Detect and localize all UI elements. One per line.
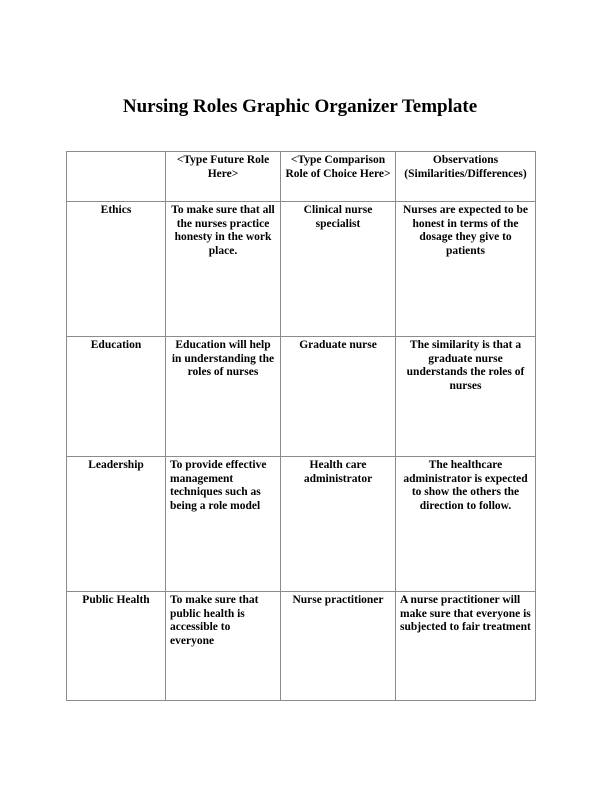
cell-comparison-role-ethics: Clinical nurse specialist <box>281 202 396 337</box>
cell-future-role-education: Education will help in understanding the roles of nurses <box>166 337 281 457</box>
row-label-education: Education <box>67 337 166 457</box>
cell-comparison-role-education: Graduate nurse <box>281 337 396 457</box>
table-row-leadership <box>67 457 536 592</box>
row-label-leadership: Leadership <box>67 457 166 592</box>
cell-comparison-role-leadership: Health care administrator <box>281 457 396 592</box>
cell-observations-ethics: Nurses are expected to be honest in terms of the dosage they give to patients <box>396 202 536 337</box>
cell-observations-education: The similarity is that a graduate nurse understands the roles of nurses <box>396 337 536 457</box>
table-row-education <box>67 337 536 457</box>
graphic-organizer-table <box>66 151 536 701</box>
cell-observations-public-health: A nurse practitioner will make sure that everyone is subjected to fair treatment <box>396 592 536 701</box>
page-title: Nursing Roles Graphic Organizer Template <box>122 96 478 117</box>
table-row-ethics <box>67 202 536 337</box>
row-label-public-health: Public Health <box>67 592 166 701</box>
cell-observations-leadership: The healthcare administrator is expected to show the others the direction to follow. <box>396 457 536 592</box>
header-cell-future-role: <Type Future Role Here> <box>166 152 281 202</box>
row-label-ethics: Ethics <box>67 202 166 337</box>
cell-future-role-leadership: To provide effective management techniques such as being a role model <box>166 457 281 592</box>
cell-comparison-role-public-health: Nurse practitioner <box>281 592 396 701</box>
header-cell-observations: Observations (Similarities/Differences) <box>396 152 536 202</box>
header-cell-comparison-role: <Type Comparison Role of Choice Here> <box>281 152 396 202</box>
table-row-public-health <box>67 592 536 701</box>
header-cell-corner <box>67 152 166 202</box>
cell-future-role-ethics: To make sure that all the nurses practice honesty in the work place. <box>166 202 281 337</box>
cell-future-role-public-health: To make sure that public health is accessible to everyone <box>166 592 281 701</box>
header-row <box>67 152 536 202</box>
